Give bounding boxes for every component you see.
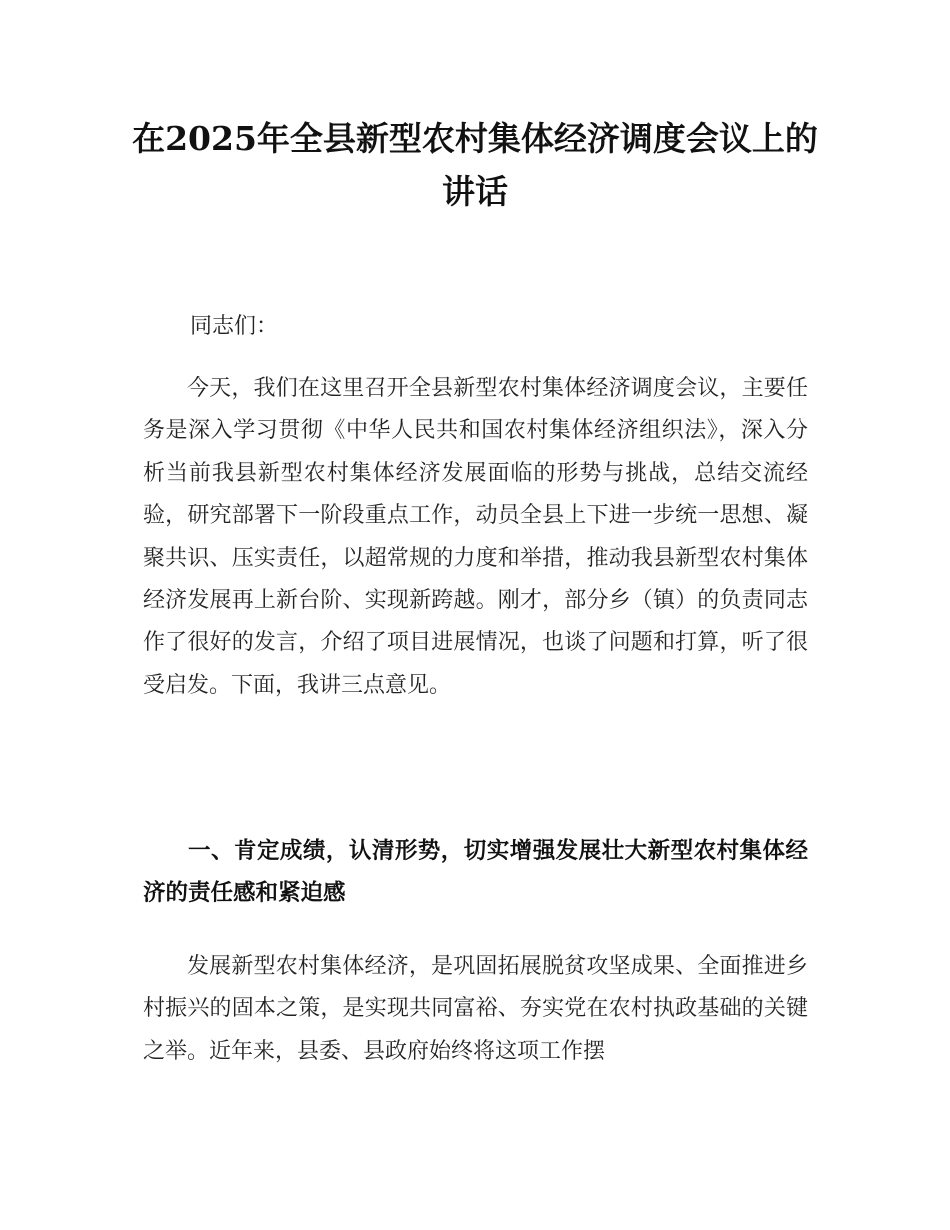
section-heading: 一、肯定成绩，认清形势，切实增强发展壮大新型农村集体经济的责任感和紧迫感 (143, 838, 808, 907)
document-title: 在2025年全县新型农村集体经济调度会议上的讲话 (132, 119, 818, 211)
section-paragraph: 发展新型农村集体经济，是巩固拓展脱贫攻坚成果、全面推进乡村振兴的固本之策，是实现共同富裕、夯实党在农村执政基础的关键之举。近年来，县委、县政府始终将这项工作摆 (143, 954, 808, 1064)
salutation: 同志们： (190, 314, 279, 339)
body-paragraph: 今天，我们在这里召开全县新型农村集体经济调度会议，主要任务是深入学习贯彻《中华人民共和国农村集体经济组织法》，深入分析当前我县新型农村集体经济发展面临的形势与挑战，总结交流经验，研究部署下一阶段重点工作，动员全县上下进一步统一思想、凝聚共识、压实责任，以超常规的力度和举措，推动我县新型农村集体经济发展再上新台阶、实现新跨越。刚才，部分乡（镇）的负责同志作了很好的发言，介绍了项目进展情况，也谈了问题和打算，听了很受启发。下面，我讲三点意见。 (143, 376, 808, 698)
